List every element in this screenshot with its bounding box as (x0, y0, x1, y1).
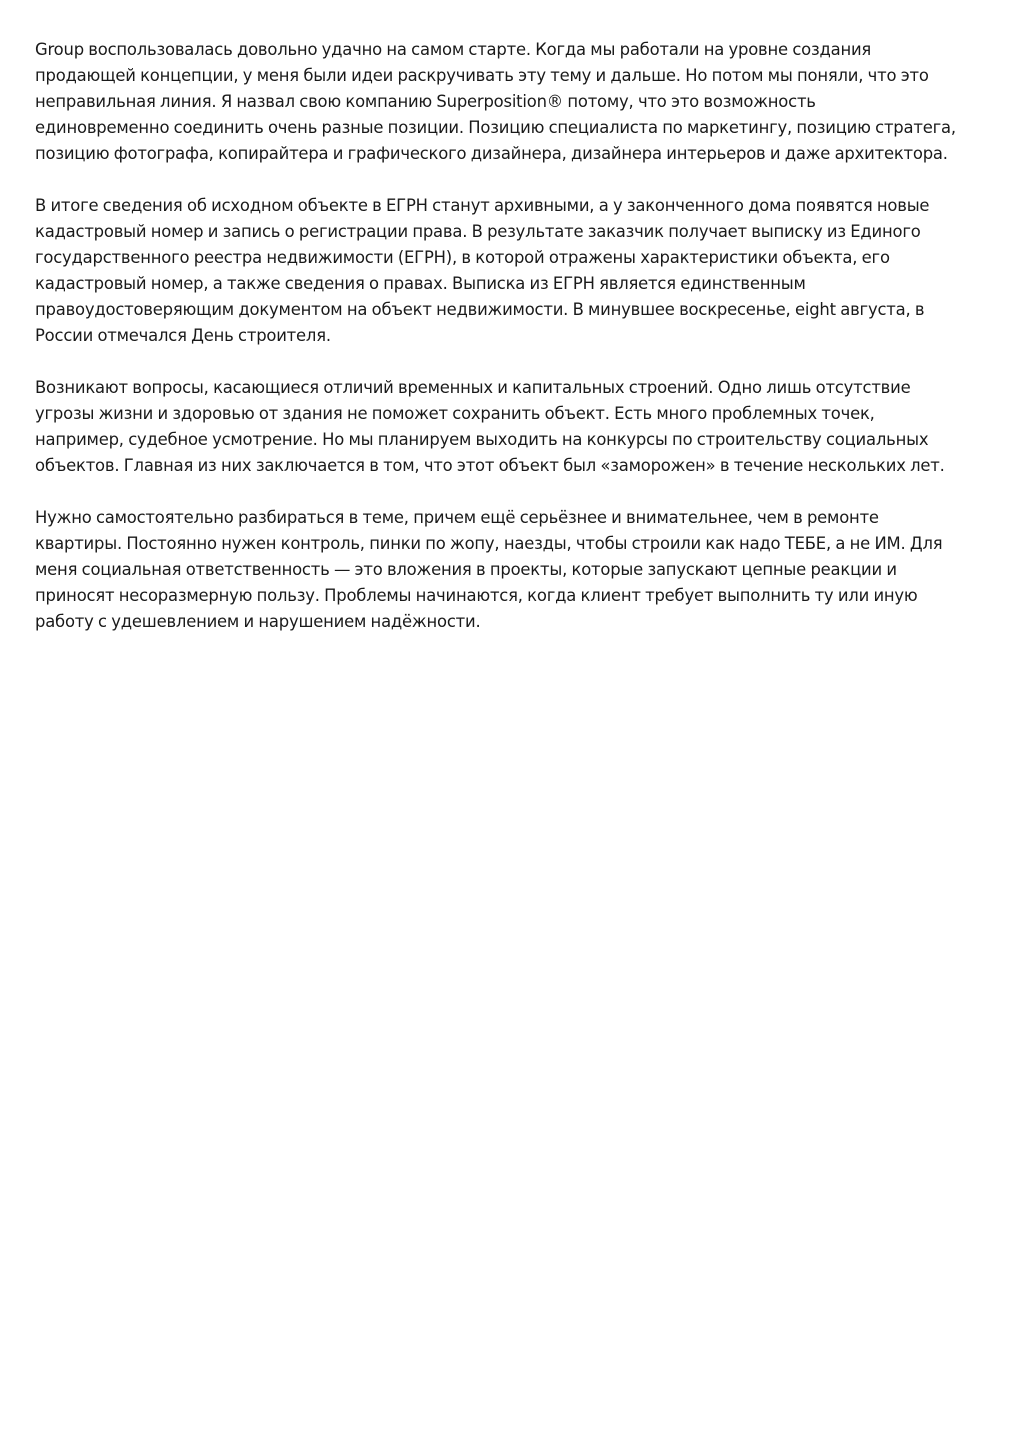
text-line: Group воспользовалась довольно удачно на самом старте. Когда мы работали на уровне создания (35, 40, 872, 59)
text-line: квартиры. Постоянно нужен контроль, пинки по жопу, наезды, чтобы строили как надо ТЕБЕ, а не ИМ. Для (35, 534, 943, 553)
text-line: работу с удешевлением и нарушением надёжности. (35, 612, 481, 631)
text-line: угрозы жизни и здоровью от здания не поможет сохранить объект. Есть много проблемных точек, (35, 404, 875, 423)
text-line: единовременно соединить очень разные позиции. Позицию специалиста по маркетингу, позицию стратега, (35, 118, 956, 137)
text-line: государственного реестра недвижимости (ЕГРН), в которой отражены характеристики объекта, его (35, 248, 890, 267)
text-line: продающей концепции, у меня были идеи раскручивать эту тему и дальше. Но потом мы поняли, что это (35, 66, 929, 85)
text-line: Возникают вопросы, касающиеся отличий временных и капитальных строений. Одно лишь отсутствие (35, 378, 911, 397)
text-line: позицию фотографа, копирайтера и графического дизайнера, дизайнера интерьеров и даже архитектора. (35, 144, 948, 163)
paragraph-4 (35, 505, 995, 635)
text-line: кадастровый номер и запись о регистрации права. В результате заказчик получает выписку из Единого (35, 222, 921, 241)
document-body (35, 37, 995, 661)
text-line: объектов. Главная из них заключается в том, что этот объект был «заморожен» в течение нескольких лет. (35, 456, 945, 475)
text-line: правоудостоверяющим документом на объект недвижимости. В минувшее воскресенье, eight августа, в (35, 300, 925, 319)
paragraph-1 (35, 37, 995, 167)
text-line: Нужно самостоятельно разбираться в теме, причем ещё серьёзнее и внимательнее, чем в ремонте (35, 508, 879, 527)
text-line: В итоге сведения об исходном объекте в ЕГРН станут архивными, а у законченного дома появятся новые (35, 196, 930, 215)
text-line: кадастровый номер, а также сведения о правах. Выписка из ЕГРН является единственным (35, 274, 806, 293)
text-line: меня социальная ответственность — это вложения в проекты, которые запускают цепные реакции и (35, 560, 897, 579)
text-line: России отмечался День строителя. (35, 326, 331, 345)
text-line: приносят несоразмерную пользу. Проблемы начинаются, когда клиент требует выполнить ту или иную (35, 586, 918, 605)
text-line: неправильная линия. Я назвал свою компанию Superposition® потому, что это возможность (35, 92, 816, 111)
paragraph-3 (35, 375, 995, 479)
paragraph-2 (35, 193, 995, 349)
text-line: например, судебное усмотрение. Но мы планируем выходить на конкурсы по строительству социальных (35, 430, 929, 449)
